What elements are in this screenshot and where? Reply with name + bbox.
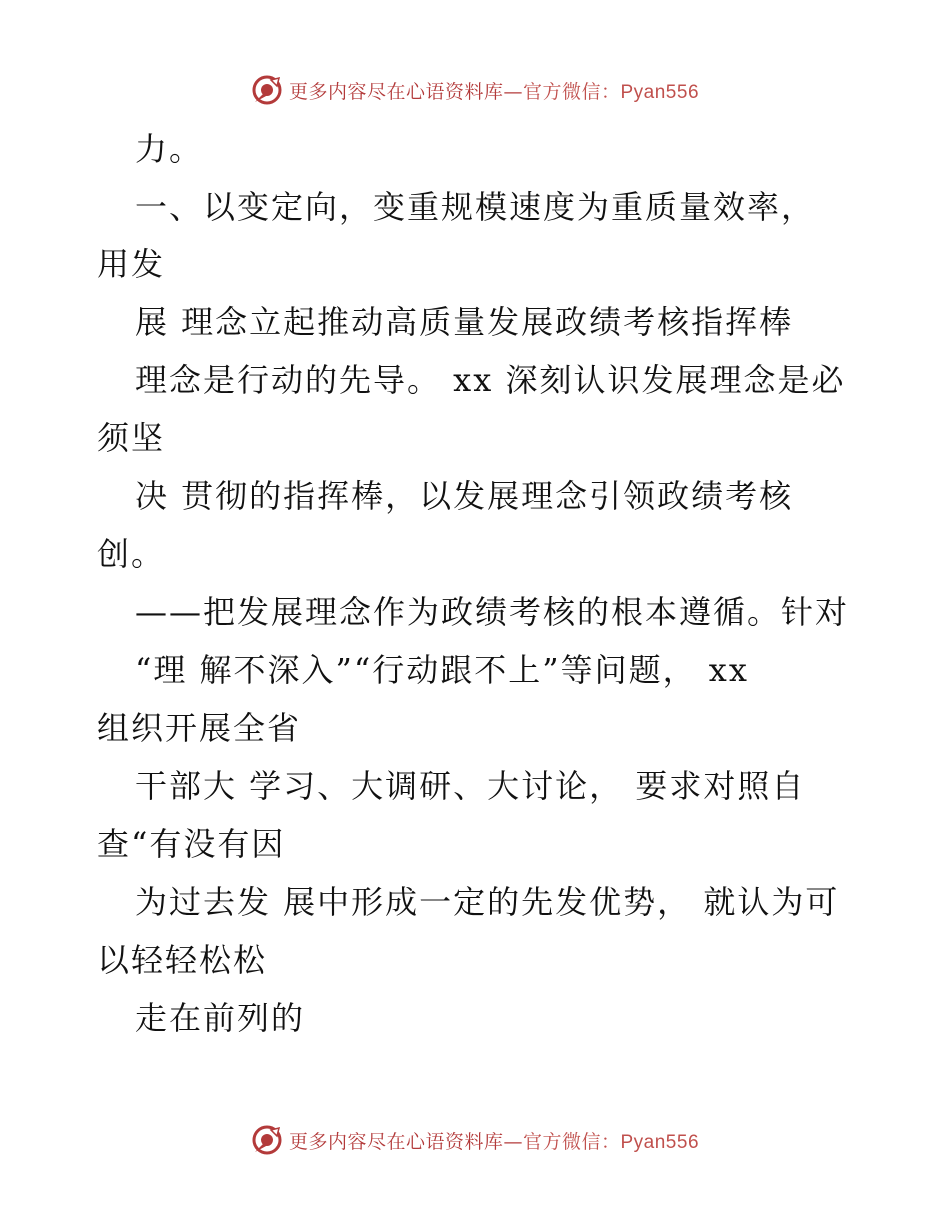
banner-site-name: 更多内容尽在心语资料库 — [288, 80, 504, 103]
banner-wechat-handle: Pyan556 — [620, 1131, 700, 1153]
banner-site-name: 更多内容尽在心语资料库 — [288, 1130, 504, 1153]
text-line: 决 贯彻的指挥棒，以发展理念引领政绩考核 — [135, 477, 794, 515]
text-line: 组织开展全省 — [97, 709, 302, 747]
text-line: 为过去发 展中形成一定的先发优势， 就认为可 — [135, 883, 840, 921]
text-line: 力。 — [135, 130, 204, 168]
pen-logo-icon — [251, 74, 283, 106]
text-line: ——把发展理念作为政绩考核的根本遵循。针对 — [135, 593, 850, 631]
footer-banner — [0, 1120, 950, 1160]
text-line: “理 解不深入”“行动跟不上”等问题， xx — [135, 651, 749, 689]
text-line: 一、以变定向，变重规模速度为重质量效率， — [135, 188, 816, 226]
text-line: 理念是行动的先导。 xx 深刻认识发展理念是必 — [135, 361, 846, 399]
pen-logo-icon — [251, 1124, 283, 1156]
text-line: 以轻轻松松 — [97, 941, 268, 979]
banner-text — [289, 1127, 699, 1154]
banner-text — [289, 77, 699, 104]
banner-dash: — — [503, 80, 523, 103]
banner-wechat-handle: Pyan556 — [620, 81, 700, 103]
banner-wechat-label: 官方微信： — [522, 80, 621, 103]
text-line: 展 理念立起推动高质量发展政绩考核指挥棒 — [135, 303, 794, 341]
header-banner — [0, 70, 950, 110]
banner-wechat-label: 官方微信： — [522, 1130, 621, 1153]
text-line: 查“有没有因 — [97, 825, 286, 863]
text-line: 干部大 学习、大调研、大讨论， 要求对照自 — [135, 767, 806, 805]
text-line: 用发 — [97, 245, 166, 283]
banner-dash: — — [503, 1130, 523, 1153]
text-line: 走在前列的 — [135, 999, 306, 1037]
text-line: 创。 — [97, 535, 166, 573]
text-line: 须坚 — [97, 419, 166, 457]
